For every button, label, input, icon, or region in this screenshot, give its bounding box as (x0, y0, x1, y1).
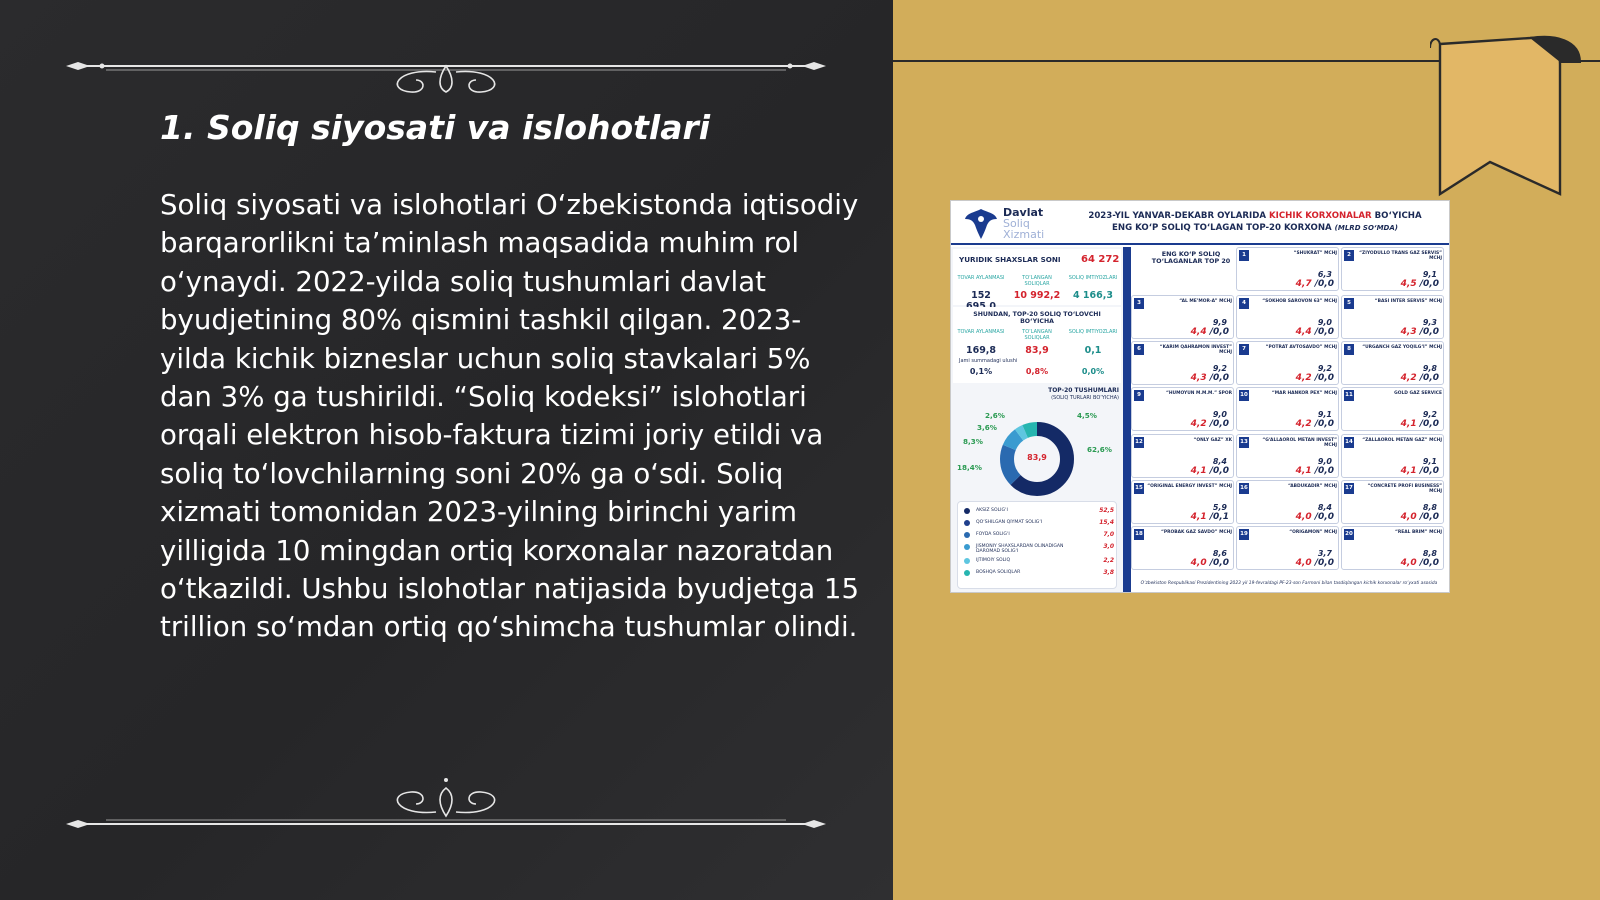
company-name: “SOKHOB SAROVON 63” MCHJ (1262, 299, 1337, 304)
rank-badge: 13 (1239, 437, 1249, 448)
tax-benefit: 0,0 (1423, 279, 1439, 289)
grid-side-band (1123, 247, 1131, 593)
tax-benefit: 0,0 (1423, 558, 1439, 568)
tax-benefit: 0,0 (1318, 419, 1334, 429)
company-cell (1341, 295, 1444, 339)
rank-badge: 9 (1134, 390, 1144, 401)
donut-pct-3: 3,6% (977, 423, 997, 432)
company-name: “ZIYODULLO TRANS GAZ SERVIS” MCHJ (1359, 251, 1442, 261)
top20-label: SHUNDAN, TOP-20 SOLIQ TO‘LOVCHI BO‘YICHA (973, 311, 1101, 325)
tax-value: 4,0 /0,0 (1400, 558, 1439, 568)
tax-paid: 4,2 (1295, 373, 1312, 383)
donut-pct-6: 18,4% (957, 463, 982, 472)
tax-value: 4,4 /0,0 (1190, 327, 1229, 337)
tax-paid: 4,1 (1400, 466, 1417, 476)
company-cell (1236, 295, 1339, 339)
turnover-value: 9,1 (1422, 457, 1437, 466)
tax-paid: 4,1 (1190, 466, 1207, 476)
company-name: “REAL BRIM” MCHJ (1394, 530, 1442, 535)
company-cell (1341, 247, 1444, 291)
stat2-label: TO‘LANGAN SOLIQLAR (1022, 275, 1052, 287)
tax-paid: 4,4 (1190, 327, 1207, 337)
legend-name-5: IJTIMOIY SOLIQ (976, 558, 1011, 563)
entities-value: 64 272 (1081, 254, 1120, 265)
company-cell (1341, 341, 1444, 385)
title-highlight: KICHIK KORXONALAR (1269, 211, 1372, 221)
share3: 0,0% (1081, 367, 1105, 376)
stat1-value: 152 (971, 290, 991, 301)
rank-badge: 20 (1344, 529, 1354, 540)
turnover-value: 8,4 (1212, 457, 1227, 466)
turnover-value: 9,3 (1422, 318, 1437, 327)
donut-pct-5: 62,6% (1087, 445, 1112, 454)
tax-value: 4,4 /0,0 (1295, 327, 1334, 337)
rank-badge: 14 (1344, 437, 1354, 448)
rank-badge: 19 (1239, 529, 1249, 540)
company-cell (1236, 526, 1339, 570)
company-name: “BASI INTER SERVIS” MCHJ (1374, 299, 1442, 304)
rank-badge: 16 (1239, 483, 1249, 494)
tax-paid: 4,0 (1400, 558, 1417, 568)
donut-title (1035, 387, 1119, 402)
legend-row-3 (964, 530, 1114, 540)
tax-benefit: 0,0 (1318, 466, 1334, 476)
top-ornament-divider (66, 38, 826, 94)
company-name: “SHUKRAT” MCHJ (1293, 251, 1337, 256)
donut-subtitle: (SOLIQ TURLARI BO‘YICHA) (1051, 395, 1119, 401)
turnover-value: 8,8 (1422, 503, 1437, 512)
legend-value-4: 3,0 (1103, 543, 1114, 550)
turnover-value: 9,0 (1212, 410, 1227, 419)
company-name: “AL ME’MOR-A” MCHJ (1179, 299, 1232, 304)
stats-column (951, 247, 1123, 593)
top20-stats-box (953, 307, 1121, 383)
tax-value: 4,1 /0,0 (1190, 466, 1229, 476)
legend-dot (964, 570, 970, 576)
turnover-value: 3,7 (1317, 549, 1332, 558)
tax-benefit: 0,0 (1423, 327, 1439, 337)
tax-paid: 4,5 (1400, 279, 1417, 289)
tax-benefit: 0,0 (1318, 558, 1334, 568)
donut-center-value: 83,9 (1027, 453, 1047, 462)
tax-benefit: 0,0 (1318, 373, 1334, 383)
tax-paid: 4,1 (1295, 466, 1312, 476)
tax-value: 4,0 /0,0 (1295, 558, 1334, 568)
legend-row-2 (964, 518, 1114, 528)
tax-benefit: 0,0 (1423, 419, 1439, 429)
entities-label: YURIDIK SHAXSLAR SONI (959, 255, 1061, 264)
stat3-label: SOLIQ IMTIYOZLARI (1068, 275, 1118, 281)
company-name: “ZALLAOROL METAN GAZ” MCHJ (1362, 438, 1442, 443)
tax-paid: 4,0 (1295, 512, 1312, 522)
company-name: “PROBAK GAZ SAVDO” MCHJ (1161, 530, 1232, 535)
legend-dot (964, 508, 970, 514)
tax-benefit: 0,0 (1213, 327, 1229, 337)
company-name: “KARIM QAHRAMON INVEST” MCHJ (1159, 345, 1232, 355)
title-part-a: 2023-YIL YANVAR-DEKABR OYLARIDA (1088, 211, 1270, 221)
tax-paid: 4,2 (1190, 419, 1207, 429)
legend-row-1 (964, 506, 1114, 516)
slide-title: 1. Soliq siyosati va islohotlari (160, 108, 711, 147)
legend-row-4 (964, 542, 1114, 552)
stat1-label: TOVAR AYLANMASI (957, 275, 1005, 281)
tax-paid: 4,2 (1400, 373, 1417, 383)
company-cell (1341, 526, 1444, 570)
rank-badge: 11 (1344, 390, 1354, 401)
company-name: “G‘ALLAOROL METAN INVEST” MCHJ (1262, 438, 1337, 448)
company-cell (1341, 387, 1444, 431)
tax-paid: 4,0 (1400, 512, 1417, 522)
company-cell (1236, 387, 1339, 431)
legend-row-5 (964, 556, 1114, 566)
tax-benefit: 0,0 (1423, 466, 1439, 476)
rank-badge: 4 (1239, 298, 1249, 309)
tax-benefit: 0,0 (1213, 419, 1229, 429)
tax-paid: 4,3 (1190, 373, 1207, 383)
legend-dot (964, 558, 970, 564)
legend-value-6: 3,8 (1103, 569, 1114, 576)
top20-stat2-label: TO‘LANGAN SOLIQLAR (1022, 329, 1052, 341)
top20-stat3-value: 0,1 (1084, 345, 1102, 356)
legend-dot (964, 544, 970, 550)
turnover-value: 5,9 (1212, 503, 1227, 512)
top20-stat1-value: 169,8 (965, 345, 997, 356)
rank-badge: 18 (1134, 529, 1144, 540)
company-cell (1131, 341, 1234, 385)
stat2-value: 10 992,2 (1013, 290, 1061, 301)
legend-name-6: BOSHQA SOLIQLAR (976, 570, 1021, 575)
legend-name-3: FOYDA SOLIG‘I (976, 532, 1010, 537)
turnover-value: 9,0 (1317, 457, 1332, 466)
rank-badge: 8 (1344, 344, 1354, 355)
logo-line2: Soliq (1003, 217, 1030, 230)
rank-badge: 3 (1134, 298, 1144, 309)
company-name: “URGANCH GAZ YOQILG‘I” MCHJ (1362, 345, 1442, 350)
company-name: “ORIGAMON” MCHJ (1289, 530, 1337, 535)
infographic-title (1069, 210, 1441, 234)
tax-benefit: 0,0 (1213, 558, 1229, 568)
turnover-value: 6,3 (1317, 270, 1332, 279)
donut-legend (957, 501, 1117, 589)
logo-line3: Xizmati (1003, 228, 1045, 241)
legend-value-3: 7,0 (1103, 531, 1114, 538)
company-cell (1236, 480, 1339, 524)
turnover-value: 8,4 (1317, 503, 1332, 512)
top20-stat2-value: 83,9 (1025, 345, 1049, 356)
donut-pct-4: 8,3% (963, 437, 983, 446)
slide-body-text: Soliq siyosati va islohotlari O‘zbekistonda iqtisodiy barqarorlikni ta’minlash maqsadida muhim rol o‘ynaydi. 2022-yilda soliq tushumlari davlat byudjetining 80% qismini tashkil qilgan. 2023-yilda kichik bizneslar uchun soliq stavkalari 5% dan 3% ga tushirildi. “Soliq kodeksi” islohotlari orqali elektron hisob-faktura tizimi joriy etildi va soliq to‘lovchilarning soni 20% ga o‘sdi. Soliq xizmati tomonidan 2023-yilning birinchi yarim yilligida 10 mingdan ortiq korxonalar nazoratdan o‘tkazildi. Ushbu islohotlar natijasida byudjetga 15 trillion so‘mdan ortiq qo‘shimcha tushumlar olindi. (160, 188, 860, 644)
turnover-value: 9,0 (1317, 318, 1332, 327)
tax-value: 4,2 /0,0 (1190, 419, 1229, 429)
company-name: “HUMOYUN M.M.M.” SPOR (1165, 391, 1232, 396)
legend-value-2: 15,4 (1099, 519, 1114, 526)
share-label: Jami summadagi ulushi (959, 358, 1018, 364)
tax-benefit: 0,0 (1318, 327, 1334, 337)
logo-line1: Davlat (1003, 206, 1044, 219)
company-name: “POTRAT AVTOSAVDO” MCHJ (1265, 345, 1337, 350)
infographic-header (951, 201, 1450, 245)
rank-badge: 2 (1344, 250, 1354, 261)
tax-value: 4,1 /0,0 (1400, 466, 1439, 476)
bottom-ornament-divider (66, 772, 826, 828)
rank-badge: 15 (1134, 483, 1144, 494)
turnover-value: 8,8 (1422, 549, 1437, 558)
tax-paid: 4,7 (1295, 279, 1312, 289)
stat3-value: 4 166,3 (1073, 290, 1113, 301)
tax-value: 4,5 /0,0 (1400, 279, 1439, 289)
turnover-value: 9,2 (1422, 410, 1437, 419)
tax-paid: 4,2 (1295, 419, 1312, 429)
infographic-footnote: O‘zbekiston Respublikasi Prezidentining 2023 yil 19-fevraldagi PF-23-son Farmoni bilan tasdiqlangan kichik korxonalar ro‘yxati asosida (1140, 581, 1438, 586)
tax-paid: 4,4 (1295, 327, 1312, 337)
donut-pct-1: 2,6% (985, 411, 1005, 420)
tax-benefit: 0,0 (1213, 373, 1229, 383)
legend-name-2: QO‘SHILGAN QIYMAT SOLIG‘I (976, 520, 1043, 525)
rank-badge: 5 (1344, 298, 1354, 309)
company-cell (1131, 295, 1234, 339)
tax-benefit: 0,1 (1213, 512, 1229, 522)
turnover-value: 8,6 (1212, 549, 1227, 558)
company-name: “ORIGINAL ENERGY INVEST” MCHJ (1147, 484, 1232, 489)
tax-value: 4,1 /0,0 (1295, 466, 1334, 476)
turnover-value: 9,1 (1317, 410, 1332, 419)
share1: 0,1% (969, 367, 993, 376)
donut-title-text: TOP-20 TUSHUMLARI (1048, 387, 1119, 394)
legend-name-4: JISMONIY SHAXSLARDAN OLINADIGAN DAROMAD SOLIG‘I (976, 544, 1064, 554)
rank-badge: 6 (1134, 344, 1144, 355)
eagle-logo-icon (963, 205, 999, 241)
turnover-value: 9,8 (1422, 364, 1437, 373)
company-cell (1236, 434, 1339, 478)
tax-benefit: 0,0 (1318, 279, 1334, 289)
tax-value: 4,2 /0,0 (1295, 373, 1334, 383)
tax-value: 4,0 /0,0 (1190, 558, 1229, 568)
tax-value: 4,2 /0,0 (1400, 373, 1439, 383)
company-cell (1236, 341, 1339, 385)
turnover-value: 9,1 (1422, 270, 1437, 279)
top20-stat1-label: TOVAR AYLANMASI (957, 329, 1005, 335)
company-name: “CONCRETE PROFI BUSINESS” MCHJ (1367, 484, 1442, 494)
tax-benefit: 0,0 (1423, 373, 1439, 383)
top20-stat3-label: SOLIQ IMTIYOZLARI (1068, 329, 1118, 335)
tax-benefit: 0,0 (1423, 512, 1439, 522)
rank-badge: 7 (1239, 344, 1249, 355)
turnover-value: 9,9 (1212, 318, 1227, 327)
tax-benefit: 0,0 (1318, 512, 1334, 522)
bookmark-icon (1430, 34, 1590, 204)
company-name: “ABDUKADIR” MCHJ (1287, 484, 1337, 489)
tax-paid: 4,0 (1295, 558, 1312, 568)
tax-value: 4,2 /0,0 (1295, 419, 1334, 429)
tax-paid: 4,3 (1400, 327, 1417, 337)
company-cell (1131, 387, 1234, 431)
entities-box (953, 249, 1121, 305)
top20-grid-title: ENG KO‘P SOLIQ TO‘LAGANLAR TOP 20 (1151, 250, 1231, 265)
company-cell (1236, 247, 1339, 291)
tax-paid: 4,1 (1400, 419, 1417, 429)
share2: 0,8% (1025, 367, 1049, 376)
company-name: “ONLY GAZ” XK (1193, 438, 1232, 443)
turnover-value: 9,2 (1317, 364, 1332, 373)
legend-dot (964, 532, 970, 538)
tax-benefit: 0,0 (1213, 466, 1229, 476)
legend-value-1: 52,5 (1099, 507, 1114, 514)
legend-value-5: 2,2 (1103, 557, 1114, 564)
legend-name-1: AKSIZ SOLIG‘I (976, 508, 1008, 513)
legend-row-6 (964, 568, 1114, 578)
tax-value: 4,3 /0,0 (1190, 373, 1229, 383)
rank-badge: 17 (1344, 483, 1354, 494)
company-cell (1131, 526, 1234, 570)
infographic-image (950, 200, 1450, 593)
tax-paid: 4,0 (1190, 558, 1207, 568)
company-name: GOLD GAZ SERVICE (1394, 391, 1442, 396)
tax-value: 4,0 /0,0 (1295, 512, 1334, 522)
company-cell (1131, 480, 1234, 524)
turnover-value: 9,2 (1212, 364, 1227, 373)
legend-dot (964, 520, 970, 526)
tax-value: 4,0 /0,0 (1400, 512, 1439, 522)
tax-value: 4,1 /0,1 (1190, 512, 1229, 522)
title-part-c: ENG KO‘P SOLIQ TO‘LAGAN TOP-20 KORXONA (1112, 223, 1335, 233)
tax-paid: 4,1 (1190, 512, 1207, 522)
title-unit: (MLRD SO‘MDA) (1334, 224, 1398, 232)
donut-pct-2: 4,5% (1077, 411, 1097, 420)
tax-value: 4,7 /0,0 (1295, 279, 1334, 289)
title-part-b: BO‘YICHA (1371, 211, 1422, 221)
company-cell (1131, 434, 1234, 478)
rank-badge: 1 (1239, 250, 1249, 261)
logo-text (1003, 207, 1063, 240)
tax-value: 4,1 /0,0 (1400, 419, 1439, 429)
company-cell (1341, 480, 1444, 524)
company-cell (1341, 434, 1444, 478)
tax-value: 4,3 /0,0 (1400, 327, 1439, 337)
company-name: “MAR HANKOR PEX” MCHJ (1271, 391, 1337, 396)
rank-badge: 12 (1134, 437, 1144, 448)
rank-badge: 10 (1239, 390, 1249, 401)
